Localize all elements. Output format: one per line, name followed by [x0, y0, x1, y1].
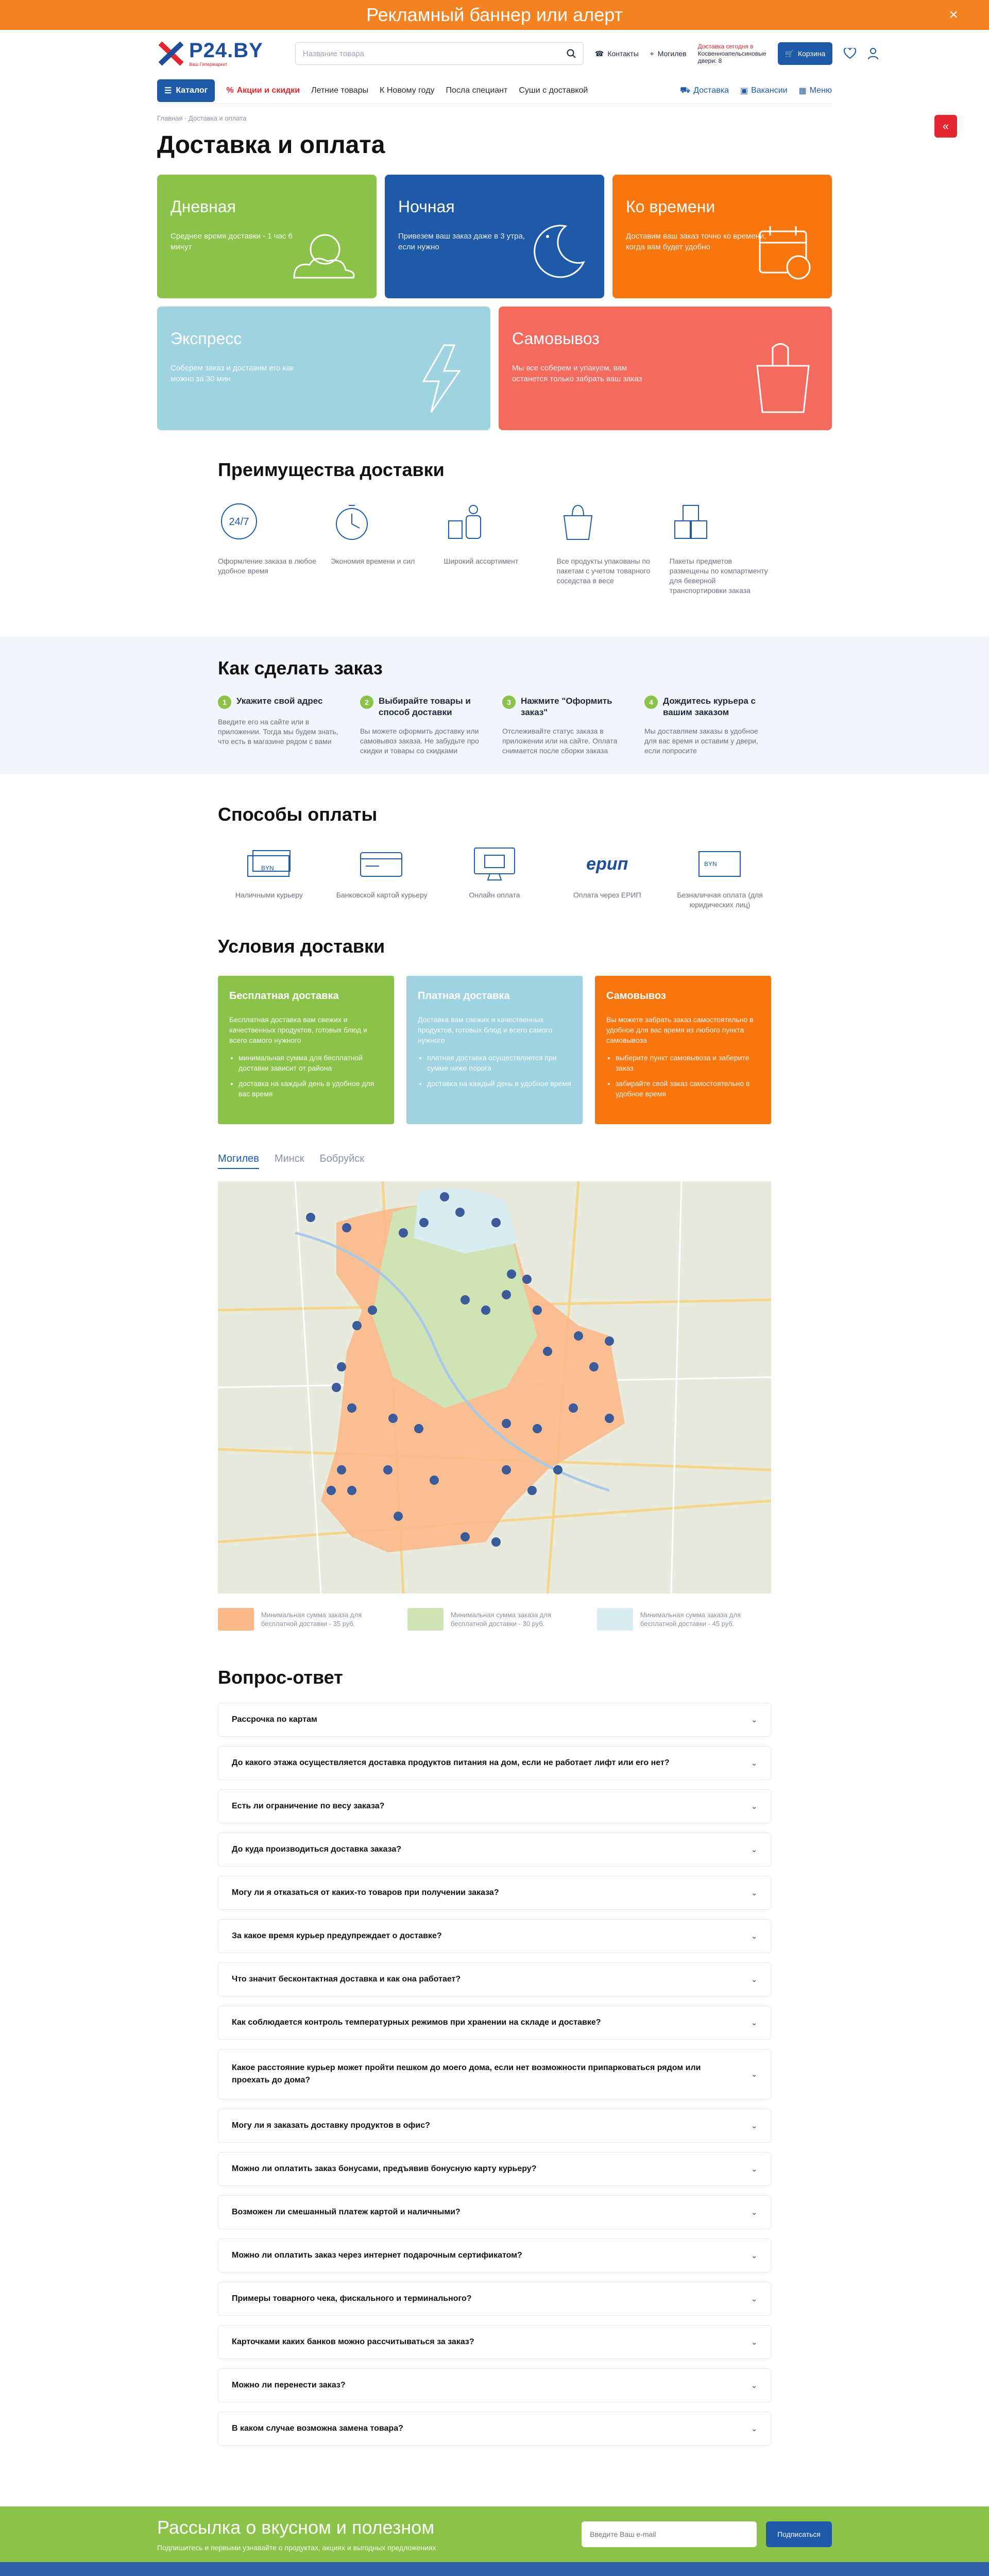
- faq-item[interactable]: [218, 1789, 771, 1823]
- faq-item[interactable]: [218, 1962, 771, 1996]
- logo-cross-icon: [157, 41, 185, 66]
- advantage-text: Все продукты упакованы по пакетам с учетом товарного соседства в весе: [556, 557, 651, 585]
- truck-icon: ⛟: [680, 86, 691, 95]
- payment-item: [218, 846, 320, 910]
- step-title: Дождитесь курьера с вашим заказом: [663, 696, 756, 717]
- nav-item-label: Акции и скидки: [236, 86, 300, 95]
- favorites-heart-icon[interactable]: [844, 45, 856, 62]
- faq-item[interactable]: [218, 1746, 771, 1780]
- condition-bullet: • забирайте свой заказ самостоятельно в удобное время: [616, 1078, 760, 1099]
- catalog-button[interactable]: [157, 79, 215, 102]
- step-number: 4: [644, 696, 658, 709]
- subscribe-section: [0, 2506, 989, 2562]
- collapse-sidebar-button[interactable]: [934, 115, 957, 138]
- cart-icon: 🛒: [785, 49, 794, 58]
- menu-burger-icon: ☰: [164, 86, 172, 95]
- top-banner[interactable]: [0, 0, 989, 30]
- step-desc: Отслеживайте статус заказа в приложении или на сайте. Оплата снимается после сборки заказа: [502, 727, 618, 755]
- faq-question: Могу ли я отказаться от каких-то товаров при получении заказа?: [232, 1888, 499, 1897]
- tile-desc: Привезем ваш заказ даже в 3 утра, если нужно: [398, 232, 525, 251]
- payment-label: Наличными курьеру: [235, 891, 303, 899]
- legend-item: [218, 1608, 392, 1631]
- location-pin-icon: ⌖: [650, 49, 654, 58]
- double-chevron-left-icon: «: [942, 120, 949, 132]
- map-canvas: [218, 1181, 771, 1594]
- cart-button[interactable]: [778, 42, 833, 65]
- advantage-text: Оформление заказа в любое удобное время: [218, 557, 316, 575]
- catalog-label: Каталог: [176, 86, 208, 95]
- faq-item[interactable]: [218, 2282, 771, 2316]
- chevron-down-icon: ⌄: [751, 1802, 757, 1810]
- faq-question: Можно ли оплатить заказ через интернет подарочным сертификатом?: [232, 2251, 522, 2260]
- payment-label: Банковской картой курьеру: [336, 891, 428, 899]
- chevron-down-icon: ⌄: [751, 1931, 757, 1940]
- tile-title: Экспресс: [170, 329, 242, 348]
- condition-bullet: • выберите пункт самовывоза и заберите заказ: [616, 1053, 760, 1073]
- order-step: [502, 696, 629, 756]
- logo[interactable]: [157, 40, 263, 67]
- order-step: [218, 696, 345, 756]
- invoice-icon: [697, 849, 743, 879]
- chevron-down-icon: ⌄: [751, 2381, 757, 2389]
- faq-question: Что значит бесконтактная доставка и как она работает?: [232, 1975, 461, 1984]
- legend-swatch: [218, 1608, 254, 1631]
- advantage-item: [444, 500, 545, 596]
- delivery-types: [157, 175, 832, 298]
- condition-desc: Доставка вам свежих и качественных продуктов, готовых блюд и всего самого нужного: [418, 1015, 553, 1044]
- close-icon[interactable]: ×: [949, 6, 958, 23]
- faq-item[interactable]: [218, 2049, 771, 2099]
- faq-question: Рассрочка по картам: [232, 1715, 317, 1724]
- faq-question: В каком случае возможна замена товара?: [232, 2424, 403, 2433]
- advantage-item: [331, 500, 432, 596]
- condition-bullet: • доставка на каждый день в удобное для вас время: [238, 1078, 383, 1099]
- tab-bobruisk[interactable]: Бобруйск: [319, 1153, 365, 1164]
- promo-text: Косвенноапельсиновые двери: 8: [697, 50, 766, 64]
- tile-desc: Соберем заказ и доставим его как можно за 30 мин: [170, 364, 294, 383]
- erip-logo-icon: ерип: [586, 854, 628, 874]
- banner-text: Рекламный баннер или алерт: [366, 4, 623, 25]
- condition-desc: Вы можете забрать заказ самостоятельно в удобное для вас время из любого пункта самовывоза: [606, 1015, 754, 1044]
- tile-title: Дневная: [170, 197, 236, 216]
- faq-question: Какое расстояние курьер может пройти пешком до моего дома, если нет возможности припарковаться рядом или проехать до дома?: [232, 2063, 701, 2084]
- subscribe-desc: Подпишитесь и первыми узнавайте о продуктах, акциях и выгодных предложениях: [157, 2544, 436, 2552]
- step-number: 1: [218, 696, 231, 709]
- boxes-icon: [670, 500, 712, 543]
- search-icon[interactable]: [567, 49, 576, 58]
- chevron-down-icon: ⌄: [751, 2294, 757, 2303]
- contacts-label: Контакты: [607, 49, 639, 58]
- faq-question: Как соблюдается контроль температурных режимов при хранении на складе и доставке?: [232, 2018, 601, 2027]
- nav-item-sushi[interactable]: Суши с доставкой: [519, 86, 588, 95]
- faq-item[interactable]: [218, 2109, 771, 2143]
- contacts-link[interactable]: [595, 49, 639, 58]
- nav-item-summer[interactable]: Летние товары: [311, 86, 369, 95]
- legend-swatch: [597, 1608, 633, 1631]
- faq-question: Можно ли перенести заказ?: [232, 2381, 346, 2389]
- calendar-icon: [755, 221, 816, 283]
- condition-bullet: • платная доставка осуществляется при сумме ниже порога: [427, 1053, 571, 1073]
- payment-item: [669, 846, 771, 910]
- map-legend: [218, 1608, 771, 1631]
- groceries-icon: [444, 500, 486, 543]
- chevron-down-icon: ⌄: [751, 2018, 757, 2027]
- nav-delivery-link[interactable]: [680, 86, 729, 96]
- chevron-down-icon: ⌄: [751, 2070, 757, 2078]
- briefcase-icon: ▣: [740, 86, 748, 95]
- user-profile-icon[interactable]: [867, 45, 879, 62]
- faq-item[interactable]: [218, 2368, 771, 2402]
- nav-vacancies-link[interactable]: [740, 86, 788, 96]
- condition-title: Бесплатная доставка: [229, 990, 339, 1002]
- faq-item[interactable]: [218, 1876, 771, 1910]
- faq-item[interactable]: [218, 2412, 771, 2446]
- chevron-down-icon: ⌄: [751, 2424, 757, 2433]
- city-selector[interactable]: [650, 49, 687, 58]
- email-field[interactable]: [582, 2521, 757, 2547]
- chevron-down-icon: ⌄: [751, 2208, 757, 2216]
- payments-title: Способы оплаты: [218, 804, 378, 825]
- city-tabs: [218, 1153, 771, 1169]
- nav-item-special[interactable]: Посла специант: [446, 86, 508, 95]
- faq-question: Можно ли оплатить заказ бонусами, предъявив бонусную карту курьеру?: [232, 2164, 537, 2173]
- cart-label: Корзина: [797, 49, 826, 58]
- step-number: 2: [360, 696, 373, 709]
- chevron-down-icon: ⌄: [751, 2337, 757, 2346]
- chevron-down-icon: ⌄: [751, 1975, 757, 1984]
- grid-icon: ▦: [798, 86, 807, 95]
- page-title: Доставка и оплата: [157, 131, 385, 159]
- city-label: Могилев: [657, 49, 687, 58]
- moon-icon: [527, 221, 589, 283]
- condition-bullet: • доставка на каждый день в удобное время: [427, 1078, 571, 1089]
- chevron-down-icon: ⌄: [751, 2251, 757, 2260]
- advantage-item: [557, 500, 658, 596]
- faq-question: Возможен ли смешанный платеж картой и наличными?: [232, 2208, 461, 2216]
- payment-item: [331, 846, 433, 910]
- cash-icon: [246, 849, 292, 879]
- condition-bullet: • минимальная сумма для бесплатной доставки зависит от района: [238, 1053, 383, 1073]
- condition-desc: Бесплатная доставка вам свежих и качественных продуктов, готовых блюд и всего самого нужного: [229, 1015, 367, 1044]
- logo-subtitle: Ваш Гипермаркет: [189, 62, 228, 67]
- stopwatch-icon: [331, 500, 373, 543]
- nav-item-promotions[interactable]: [226, 86, 300, 95]
- faq-item[interactable]: [218, 1703, 771, 1737]
- delivery-promo[interactable]: [698, 43, 766, 64]
- chevron-down-icon: ⌄: [751, 1845, 757, 1854]
- chevron-down-icon: ⌄: [751, 1888, 757, 1897]
- order-step: [360, 696, 487, 756]
- subscribe-title: Рассылка о вкусном и полезном: [157, 2517, 435, 2538]
- tab-minsk[interactable]: Минск: [274, 1153, 304, 1164]
- payment-label: Онлайн оплата: [469, 891, 520, 899]
- search-input[interactable]: [295, 42, 584, 65]
- promo-title: Доставка сегодня в: [697, 43, 754, 50]
- delivery-conditions: [218, 976, 771, 1124]
- faq-item[interactable]: [218, 2195, 771, 2229]
- tile-desc: Мы все соберем и упакуем, вам останется только забрать ваш заказ: [512, 364, 642, 383]
- payment-item: [444, 846, 546, 910]
- tile-night[interactable]: [385, 175, 604, 298]
- faq-question: Карточками каких банков можно рассчитываться за заказ?: [232, 2337, 474, 2346]
- grocery-bag-icon: [749, 337, 816, 415]
- phone-icon: ☎: [594, 49, 604, 58]
- faq-question: До куда производиться доставка заказа?: [232, 1845, 402, 1854]
- chevron-down-icon: ⌄: [751, 2121, 757, 2130]
- step-title: Выбирайте товары и способ доставки: [379, 696, 471, 717]
- nav-item-new-year[interactable]: К Новому году: [380, 86, 435, 95]
- step-desc: Мы доставляем заказы в удобное для вас время и оставим у двери, если попросите: [644, 727, 758, 755]
- condition-card-paid: [406, 976, 583, 1124]
- svg-text:BYN: BYN: [704, 860, 717, 868]
- advantages-title: Преимущества доставки: [218, 459, 445, 480]
- footer: [0, 2562, 989, 2576]
- chevron-down-icon: ⌄: [751, 1715, 757, 1724]
- step-number: 3: [502, 696, 516, 709]
- how-to-order-section: [0, 637, 989, 774]
- legend-text: Минимальная сумма заказа для бесплатной доставки - 45 руб.: [640, 1611, 741, 1628]
- payment-label: Оплата через ЕРИП: [573, 891, 641, 899]
- tile-on-time[interactable]: [612, 175, 832, 298]
- chevron-down-icon: ⌄: [751, 2164, 757, 2173]
- main-nav: [157, 77, 832, 104]
- condition-card-pickup: [595, 976, 771, 1124]
- tile-title: Самовывоз: [512, 329, 600, 348]
- tile-title: Ночная: [398, 197, 455, 216]
- legend-item: [407, 1608, 582, 1631]
- step-desc: Введите его на сайте или в приложении. Тогда мы будем знать, что есть в магазине рядом с вами: [218, 718, 338, 745]
- tile-desc: Доставим ваш заказ точно ко времени, когда вам будет удобно: [626, 232, 766, 251]
- step-desc: Вы можете оформить доставку или самовывоз заказа. Не забудьте про скидки и товары со скидками: [360, 727, 479, 755]
- faq-item[interactable]: [218, 2239, 771, 2273]
- clock-24-icon: [218, 500, 260, 543]
- faq-title: Вопрос-ответ: [218, 1667, 343, 1688]
- condition-card-free: [218, 976, 394, 1124]
- faq-item[interactable]: [218, 2006, 771, 2040]
- advantage-item: [218, 500, 319, 596]
- advantage-item: [670, 500, 771, 596]
- faq-question: Есть ли ограничение по весу заказа?: [232, 1802, 385, 1810]
- advantage-text: Экономия времени и сил: [331, 557, 415, 565]
- faq-item[interactable]: [218, 1833, 771, 1867]
- card-terminal-icon: [359, 849, 405, 879]
- order-step: [644, 696, 771, 756]
- legend-text: Минимальная сумма заказа для бесплатной доставки - 30 руб.: [451, 1611, 551, 1628]
- faq-list: [218, 1703, 771, 2446]
- faq-item[interactable]: [218, 2152, 771, 2186]
- payment-item: [556, 846, 658, 910]
- percent-icon: %: [226, 86, 234, 95]
- header: [157, 30, 832, 77]
- search-placeholder: Название товара: [302, 49, 364, 58]
- faq-item[interactable]: [218, 1919, 771, 1953]
- subscribe-button[interactable]: Подписаться: [766, 2521, 832, 2547]
- breadcrumb[interactable]: Главная · Доставка и оплата: [157, 114, 247, 122]
- legend-item: [597, 1608, 771, 1631]
- condition-title: Платная доставка: [418, 990, 510, 1002]
- payment-label: Безналичная оплата (для юридических лиц): [677, 891, 763, 909]
- svg-text:BYN: BYN: [261, 865, 275, 872]
- howto-title: Как сделать заказ: [218, 657, 383, 679]
- advantages-list: [218, 500, 771, 596]
- lightning-icon: [408, 343, 475, 415]
- tile-daytime[interactable]: [157, 175, 377, 298]
- chevron-down-icon: ⌄: [751, 1758, 757, 1767]
- nav-menu-label: Меню: [809, 86, 832, 95]
- tile-desc: Среднее время доставки - 1 час 6 минут: [170, 232, 293, 251]
- advantage-text: Широкий ассортимент: [444, 557, 519, 565]
- faq-question: За какое время курьер предупреждает о доставке?: [232, 1931, 442, 1940]
- faq-item[interactable]: [218, 2325, 771, 2359]
- step-title: Укажите свой адрес: [236, 696, 323, 706]
- faq-question: До какого этажа осуществляется доставка продуктов питания на дом, если не работает лифт или его нет?: [232, 1758, 670, 1767]
- legend-swatch: [407, 1608, 444, 1631]
- legend-text: Минимальная сумма заказа для бесплатной доставки - 35 руб.: [261, 1611, 362, 1628]
- nav-vacancies-label: Вакансии: [751, 86, 788, 95]
- sun-cloud-icon: [284, 226, 361, 283]
- faq-question: Примеры товарного чека, фискального и терминального?: [232, 2294, 472, 2303]
- online-monitor-icon: [471, 846, 518, 882]
- conditions-title: Условия доставки: [218, 936, 385, 957]
- nav-menu-link[interactable]: [799, 86, 832, 96]
- delivery-zone-map[interactable]: [218, 1181, 771, 1594]
- nav-delivery-label: Доставка: [693, 86, 729, 95]
- tile-pickup[interactable]: [499, 307, 832, 430]
- faq-question: Могу ли я заказать доставку продуктов в офис?: [232, 2121, 430, 2130]
- step-title: Нажмите "Оформить заказ": [521, 696, 612, 717]
- tab-mogilev[interactable]: Могилев: [218, 1153, 259, 1169]
- payment-methods: [218, 846, 771, 910]
- advantage-text: Пакеты предметов размещены по компартменту для беверной транспортировки заказа: [669, 557, 768, 595]
- condition-title: Самовывоз: [606, 990, 666, 1002]
- svg-text:24/7: 24/7: [229, 516, 249, 528]
- package-bag-icon: [557, 500, 599, 543]
- tile-express[interactable]: [157, 307, 490, 430]
- logo-text: P24.BY: [189, 39, 263, 62]
- tile-title: Ко времени: [626, 197, 715, 216]
